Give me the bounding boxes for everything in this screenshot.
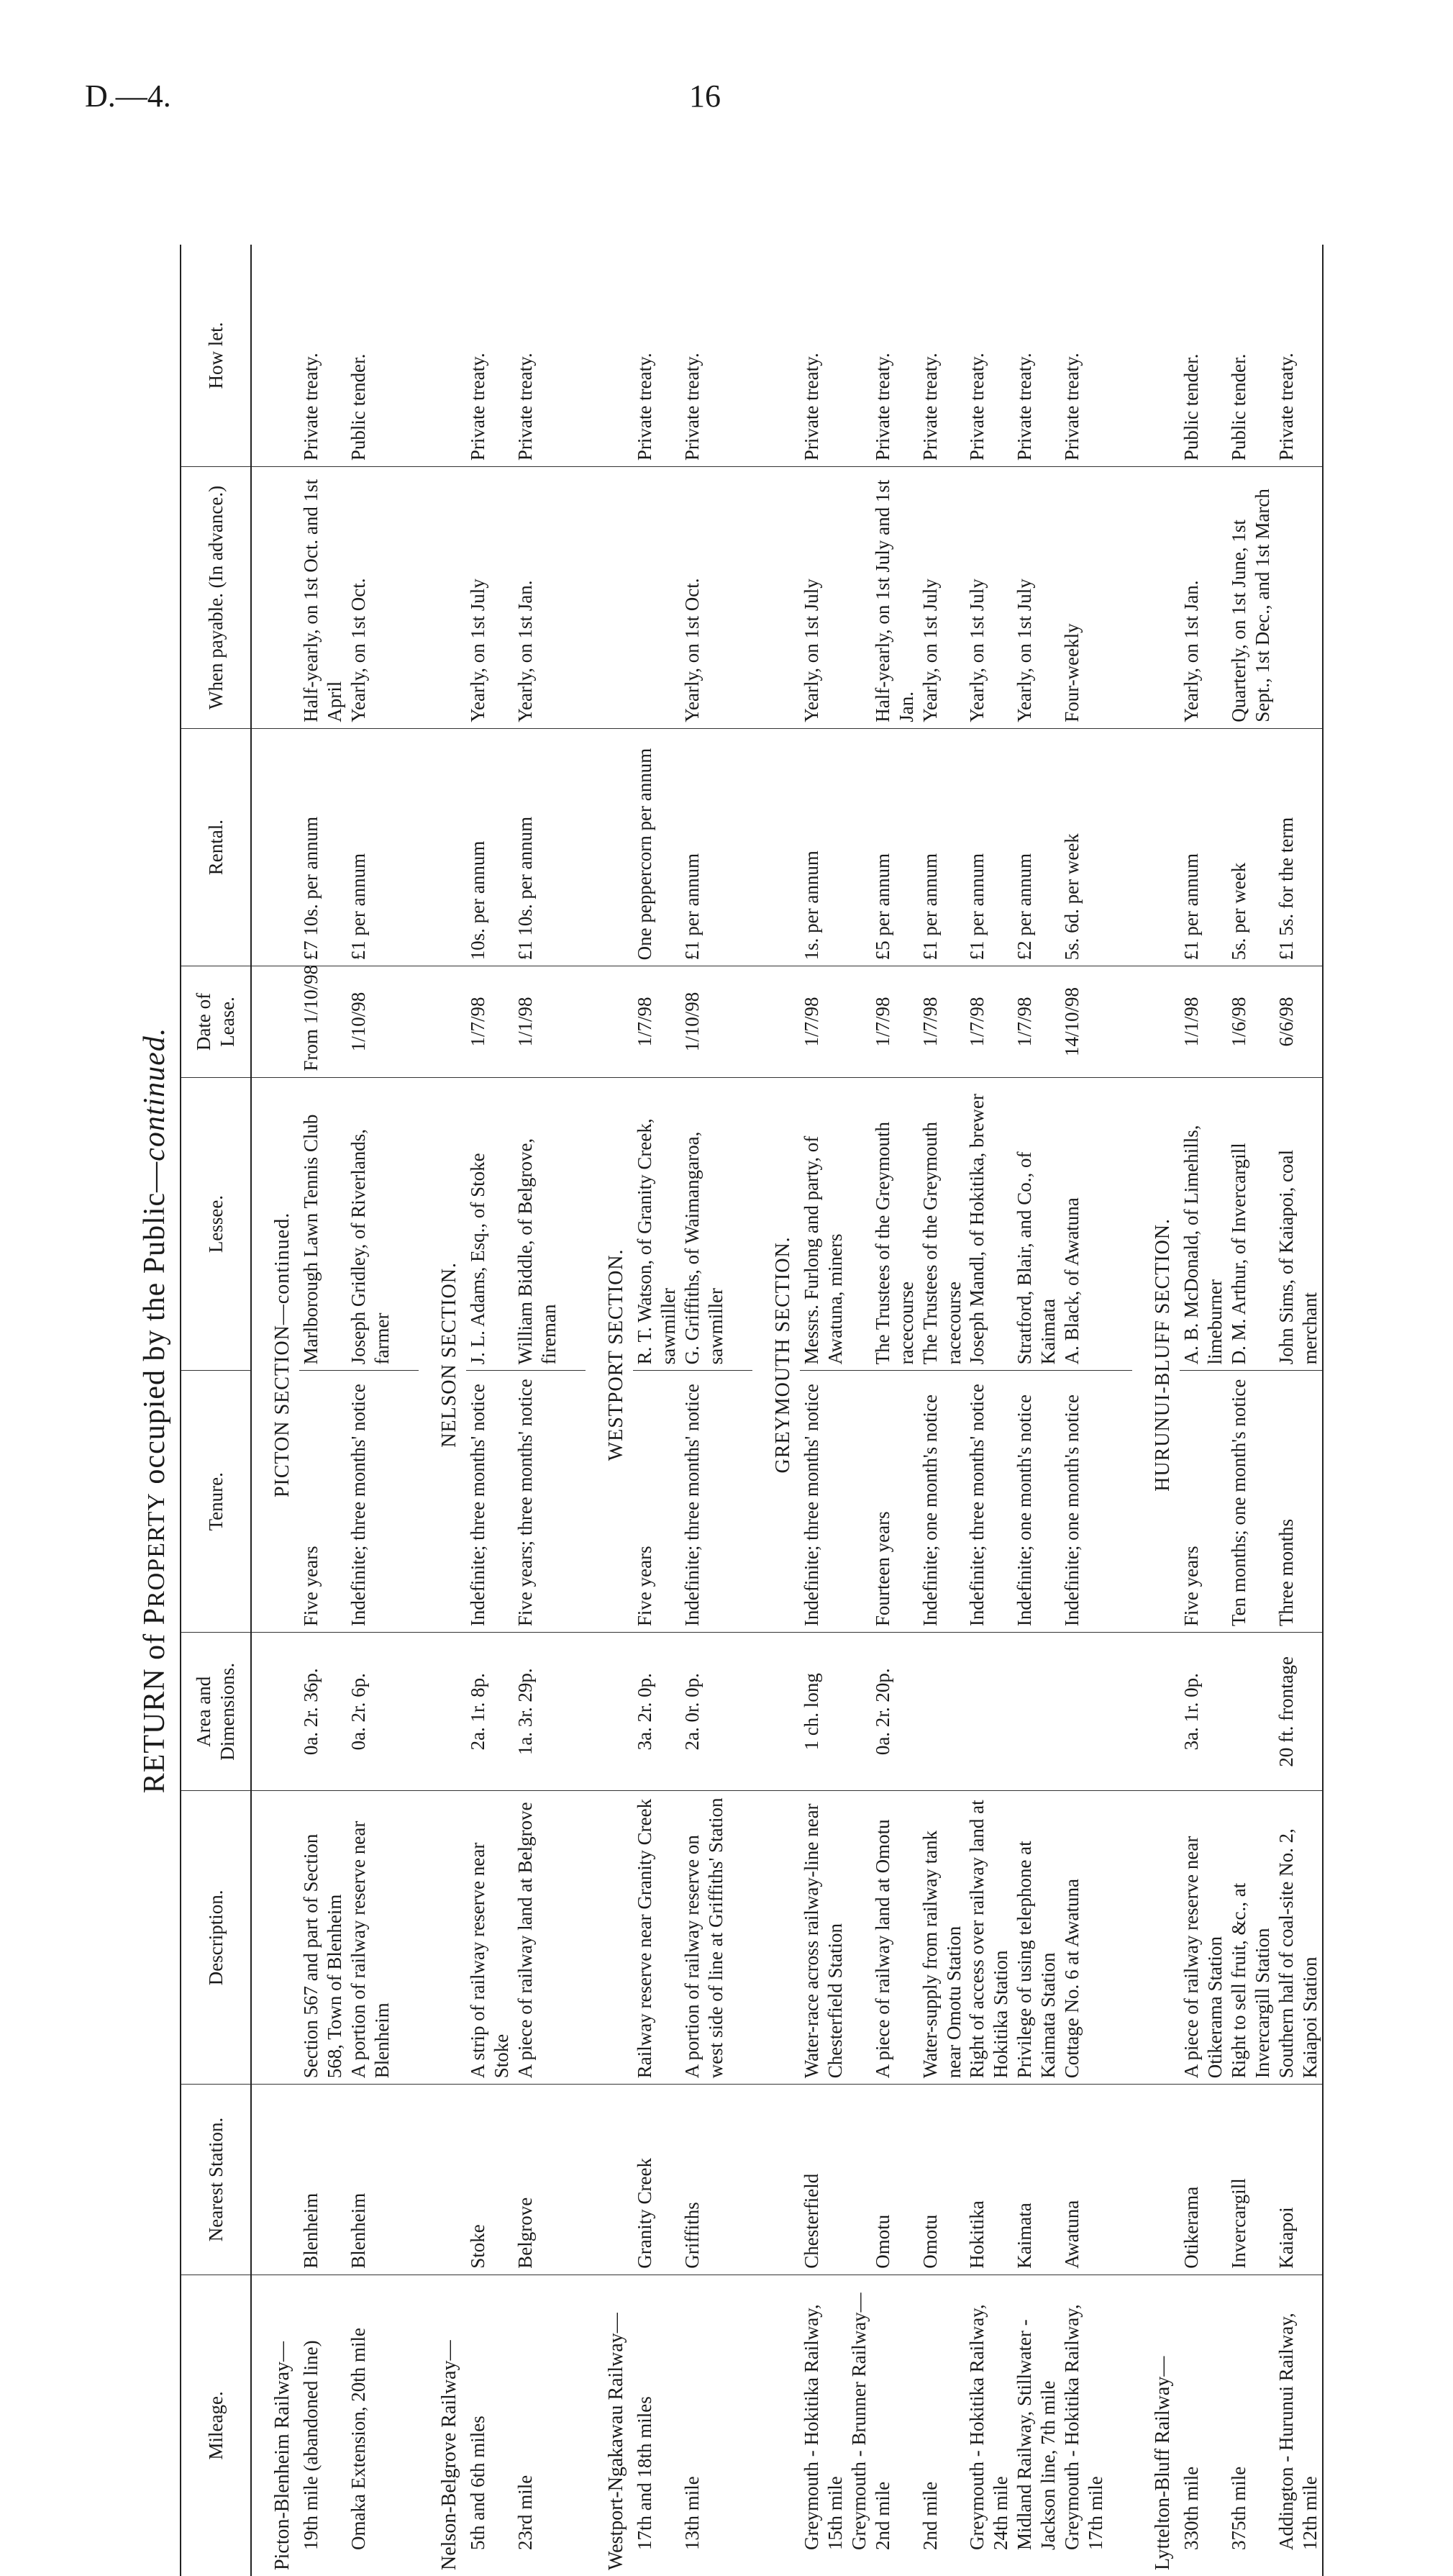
lessee-cell: The Trustees of the Greymouth racecourse xyxy=(871,1077,919,1371)
table-row xyxy=(847,245,871,2576)
station-cell: Belgrove xyxy=(514,2085,561,2275)
document-id: D.—4. xyxy=(85,78,171,114)
tenure-cell: Indefinite; three months' notice xyxy=(680,1371,728,1633)
how-let-cell: Public tender. xyxy=(1180,245,1227,467)
description-cell: A portion of railway reserve on west side of line at Griffiths' Station xyxy=(680,1791,728,2085)
column-header: Tenure. xyxy=(181,1371,251,1633)
station-cell: Kaimata xyxy=(1013,2085,1060,2275)
page-number: 16 xyxy=(689,78,721,114)
area-cell xyxy=(965,1633,1013,1791)
spacer-row xyxy=(394,245,419,2576)
tenure-cell: Five years xyxy=(299,1371,347,1633)
column-header: Nearest Station. xyxy=(181,2085,251,2275)
payable-cell: Half-yearly, on 1st July and 1st Jan. xyxy=(871,467,919,729)
rental-cell: One peppercorn per annum xyxy=(633,728,680,966)
lessee-cell: R. T. Watson, of Granity Creek, sawmiller xyxy=(633,1077,680,1371)
description-cell: A portion of railway reserve near Blenheim xyxy=(347,1791,394,2085)
section-heading: NELSON SECTION. xyxy=(419,1077,466,1632)
area-cell xyxy=(1013,1633,1060,1791)
area-cell: 20 ft. frontage xyxy=(1275,1633,1323,1791)
rental-cell: 10s. per annum xyxy=(466,728,514,966)
lessee-cell: J. L. Adams, Esq., of Stoke xyxy=(466,1077,514,1371)
rental-cell: 5s. per week xyxy=(1227,728,1275,966)
table-row xyxy=(1013,245,1060,2576)
lessee-cell: Stratford, Blair, and Co., of Kaimata xyxy=(1013,1077,1060,1371)
area-cell xyxy=(919,1633,966,1791)
railway-name: Lyttelton-Bluff Railway— xyxy=(1152,2356,1175,2570)
rental-cell: £2 per annum xyxy=(1013,728,1060,966)
station-cell: Omotu xyxy=(919,2085,966,2275)
section-row xyxy=(419,245,466,2576)
description-cell: A piece of railway land at Belgrove xyxy=(514,1791,561,2085)
lessee-cell: William Biddle, of Belgrove, fireman xyxy=(514,1077,561,1371)
table-row xyxy=(871,245,919,2576)
lessee-cell: G. Griffiths, of Waimangaroa, sawmiller xyxy=(680,1077,728,1371)
description-cell: Right to sell fruit, &c., at Invercargill Station xyxy=(1227,1791,1275,2085)
how-let-cell: Private treaty. xyxy=(1060,245,1108,467)
station-cell xyxy=(847,2085,871,2275)
lessee-cell: D. M. Arthur, of Invercargill xyxy=(1227,1077,1275,1371)
rental-cell: £1 per annum xyxy=(965,728,1013,966)
rental-cell: £1 per annum xyxy=(919,728,966,966)
tenure-cell: Five years xyxy=(1180,1371,1227,1633)
mileage-cell: Greymouth - Hokitika Railway, 24th mile xyxy=(966,2304,1012,2550)
how-let-cell: Private treaty. xyxy=(514,245,561,467)
description-cell: Cottage No. 6 at Awatuna xyxy=(1060,1791,1108,2085)
area-cell: 1a. 3r. 29p. xyxy=(514,1633,561,1791)
table-row xyxy=(919,245,966,2576)
tenure-cell: Fourteen years xyxy=(871,1371,919,1633)
column-header: How let. xyxy=(181,245,251,467)
mileage-cell: Greymouth - Hokitika Railway, 15th mile xyxy=(800,2304,846,2550)
date-cell: 1/7/98 xyxy=(633,966,680,1077)
how-let-cell xyxy=(847,245,871,467)
date-cell: 1/1/98 xyxy=(1180,966,1227,1077)
payable-cell: Yearly, on 1st July xyxy=(466,467,514,729)
lessee-cell: The Trustees of the Greymouth racecourse xyxy=(919,1077,966,1371)
area-cell: 3a. 1r. 0p. xyxy=(1180,1633,1227,1791)
station-cell: Griffiths xyxy=(680,2085,728,2275)
lessee-cell: Joseph Mandl, of Hokitika, brewer xyxy=(965,1077,1013,1371)
mileage-cell: 17th and 18th miles xyxy=(633,2396,655,2550)
lessee-cell: A. Black, of Awatuna xyxy=(1060,1077,1108,1371)
lessee-cell xyxy=(847,1077,871,1371)
description-cell: Right of access over railway land at Hokitika Station xyxy=(965,1791,1013,2085)
rental-cell: £1 5s. for the term xyxy=(1275,728,1323,966)
section-row xyxy=(251,245,299,2576)
lessee-cell: John Sims, of Kaiapoi, coal merchant xyxy=(1275,1077,1323,1371)
station-cell: Blenheim xyxy=(299,2085,347,2275)
how-let-cell: Private treaty. xyxy=(800,245,847,467)
date-cell xyxy=(847,966,871,1077)
column-header: Description. xyxy=(181,1791,251,2085)
date-cell: From 1/10/98 xyxy=(299,966,347,1077)
payable-cell: Yearly, on 1st Oct. xyxy=(347,467,394,729)
date-cell: 1/10/98 xyxy=(680,966,728,1077)
table-row xyxy=(299,245,347,2576)
tenure-cell: Indefinite; one month's notice xyxy=(919,1371,966,1633)
column-header: Mileage. xyxy=(181,2275,251,2576)
railway-name xyxy=(752,2275,800,2576)
railway-name: Nelson-Belgrove Railway— xyxy=(437,2340,460,2570)
section-row xyxy=(586,245,633,2576)
how-let-cell: Private treaty. xyxy=(1013,245,1060,467)
area-cell: 0a. 2r. 36p. xyxy=(299,1633,347,1791)
table-row xyxy=(466,245,514,2576)
payable-cell: Half-yearly, on 1st Oct. and 1st April xyxy=(299,467,347,729)
table-row xyxy=(680,245,728,2576)
payable-cell: Four-weekly xyxy=(1060,467,1108,729)
table-row xyxy=(514,245,561,2576)
lessee-cell: Messrs. Furlong and party, of Awatuna, miners xyxy=(800,1077,847,1371)
station-cell: Chesterfield xyxy=(800,2085,847,2275)
rental-cell: £5 per annum xyxy=(871,728,919,966)
railway-name: Picton-Blenheim Railway— xyxy=(271,2341,293,2570)
payable-cell: Yearly, on 1st July xyxy=(965,467,1013,729)
tenure-cell: Indefinite; three months' notice xyxy=(965,1371,1013,1633)
date-cell: 1/7/98 xyxy=(800,966,847,1077)
spacer-row xyxy=(1108,245,1132,2576)
rental-cell: 1s. per annum xyxy=(800,728,847,966)
mileage-cell: 23rd mile xyxy=(514,2475,536,2550)
column-header: Rental. xyxy=(181,728,251,966)
title-prefix: RETURN of xyxy=(138,1633,171,1794)
date-cell: 14/10/98 xyxy=(1060,966,1108,1077)
tenure-cell: Ten months; one month's notice xyxy=(1227,1371,1275,1633)
station-cell: Hokitika xyxy=(965,2085,1013,2275)
mileage-cell: Midland Railway, Stillwater - Jackson line, 7th mile xyxy=(1014,2319,1060,2550)
section-row xyxy=(1132,245,1180,2576)
mileage-cell: 330th mile xyxy=(1180,2466,1203,2550)
station-cell: Blenheim xyxy=(347,2085,394,2275)
lessee-cell: Joseph Gridley, of Riverlands, farmer xyxy=(347,1077,394,1371)
tenure-cell: Indefinite; three months' notice xyxy=(466,1371,514,1633)
mileage-cell: 2nd mile xyxy=(871,2481,893,2550)
mileage-cell: 2nd mile xyxy=(919,2481,941,2550)
description-cell: Privilege of using telephone at Kaimata Station xyxy=(1013,1791,1060,2085)
header-row xyxy=(181,245,251,2576)
column-header: Area and Dimensions. xyxy=(181,1633,251,1791)
date-cell: 1/6/98 xyxy=(1227,966,1275,1077)
payable-cell: Yearly, on 1st July xyxy=(919,467,966,729)
section-heading: WESTPORT SECTION. xyxy=(586,1077,633,1632)
rental-cell: £1 10s. per annum xyxy=(514,728,561,966)
date-cell: 1/7/98 xyxy=(1013,966,1060,1077)
rental-cell: £1 per annum xyxy=(680,728,728,966)
payable-cell: Yearly, on 1st Jan. xyxy=(514,467,561,729)
area-cell: 2a. 1r. 8p. xyxy=(466,1633,514,1791)
area-cell: 3a. 2r. 0p. xyxy=(633,1633,680,1791)
description-cell: Water-race across railway-line near Chesterfield Station xyxy=(800,1791,847,2085)
rotated-table-page xyxy=(129,245,1321,2576)
table-row xyxy=(800,245,847,2576)
date-cell: 1/7/98 xyxy=(919,966,966,1077)
how-let-cell: Private treaty. xyxy=(919,245,966,467)
date-cell: 1/7/98 xyxy=(466,966,514,1077)
date-cell: 1/1/98 xyxy=(514,966,561,1077)
description-cell: A piece of railway reserve near Otikerama Station xyxy=(1180,1791,1227,2085)
rental-cell xyxy=(847,728,871,966)
table-row xyxy=(965,245,1013,2576)
table-row xyxy=(1060,245,1108,2576)
tenure-cell: Five years xyxy=(633,1371,680,1633)
area-cell: 2a. 0r. 0p. xyxy=(680,1633,728,1791)
tenure-cell: Indefinite; one month's notice xyxy=(1060,1371,1108,1633)
payable-cell: Yearly, on 1st Oct. xyxy=(680,467,728,729)
how-let-cell: Private treaty. xyxy=(299,245,347,467)
title-p-initial: P xyxy=(138,1607,171,1625)
spacer-row xyxy=(561,245,586,2576)
how-let-cell: Private treaty. xyxy=(466,245,514,467)
tenure-cell: Indefinite; three months' notice xyxy=(800,1371,847,1633)
tenure-cell: Five years; three months' notice xyxy=(514,1371,561,1633)
tenure-cell: Three months xyxy=(1275,1371,1323,1633)
station-cell: Omotu xyxy=(871,2085,919,2275)
mileage-cell: 19th mile (abandoned line) xyxy=(300,2340,322,2550)
table-row xyxy=(633,245,680,2576)
table-row xyxy=(1275,245,1323,2576)
area-cell: 1 ch. long xyxy=(800,1633,847,1791)
table-row xyxy=(347,245,394,2576)
description-cell xyxy=(847,1791,871,2085)
description-cell: Section 567 and part of Section 568, Town of Blenheim xyxy=(299,1791,347,2085)
how-let-cell: Public tender. xyxy=(1227,245,1275,467)
payable-cell xyxy=(633,467,680,729)
how-let-cell: Private treaty. xyxy=(871,245,919,467)
payable-cell xyxy=(847,467,871,729)
station-cell: Kaiapoi xyxy=(1275,2085,1323,2275)
station-cell: Awatuna xyxy=(1060,2085,1108,2275)
section-heading: HURUNUI-BLUFF SECTION. xyxy=(1132,1077,1180,1632)
description-cell: A strip of railway reserve near Stoke xyxy=(466,1791,514,2085)
payable-cell: Quarterly, on 1st June, 1st Sept., 1st Dec., and 1st March xyxy=(1227,467,1275,729)
how-let-cell: Private treaty. xyxy=(680,245,728,467)
mileage-cell: Omaka Extension, 20th mile xyxy=(347,2328,370,2550)
area-cell xyxy=(847,1633,871,1791)
mileage-cell: 375th mile xyxy=(1228,2466,1250,2550)
station-cell: Granity Creek xyxy=(633,2085,680,2275)
column-header: Date of Lease. xyxy=(181,966,251,1077)
tenure-cell: Indefinite; one month's notice xyxy=(1013,1371,1060,1633)
payable-cell xyxy=(1275,467,1323,729)
station-cell: Stoke xyxy=(466,2085,514,2275)
how-let-cell: Private treaty. xyxy=(965,245,1013,467)
tenure-cell xyxy=(847,1371,871,1633)
area-cell xyxy=(1060,1633,1108,1791)
table-title xyxy=(129,245,180,2576)
title-continued: continued. xyxy=(138,1027,171,1161)
payable-cell: Yearly, on 1st Jan. xyxy=(1180,467,1227,729)
lessee-cell: A. B. McDonald, of Limehills, limeburner xyxy=(1180,1077,1227,1371)
rental-cell: £7 10s. per annum xyxy=(299,728,347,966)
how-let-cell: Private treaty. xyxy=(1275,245,1323,467)
lessee-cell: Marlborough Lawn Tennis Club xyxy=(299,1077,347,1371)
mileage-cell: Greymouth - Brunner Railway— xyxy=(847,2292,870,2550)
station-cell: Invercargill xyxy=(1227,2085,1275,2275)
table-body xyxy=(251,245,1323,2576)
payable-cell: Yearly, on 1st July xyxy=(800,467,847,729)
payable-cell: Yearly, on 1st July xyxy=(1013,467,1060,729)
area-cell: 0a. 2r. 6p. xyxy=(347,1633,394,1791)
date-cell: 1/10/98 xyxy=(347,966,394,1077)
table-row xyxy=(1227,245,1275,2576)
description-cell: Water-supply from railway tank near Omotu Station xyxy=(919,1791,966,2085)
how-let-cell: Private treaty. xyxy=(633,245,680,467)
spacer-row xyxy=(728,245,752,2576)
railway-name: Westport-Ngakawau Railway— xyxy=(604,2313,627,2570)
description-cell: Southern half of coal-site No. 2, Kaiapoi Station xyxy=(1275,1791,1323,2085)
mileage-cell: Addington - Hurunui Railway, 12th mile xyxy=(1275,2275,1323,2576)
title-middle: occupied by the Public— xyxy=(138,1161,171,1484)
section-row xyxy=(752,245,800,2576)
date-cell: 1/7/98 xyxy=(965,966,1013,1077)
rental-cell: £1 per annum xyxy=(1180,728,1227,966)
column-header: When payable. (In advance.) xyxy=(181,467,251,729)
column-header: Lessee. xyxy=(181,1077,251,1371)
area-cell: 0a. 2r. 20p. xyxy=(871,1633,919,1791)
property-table xyxy=(180,245,1324,2576)
station-cell: Otikerama xyxy=(1180,2085,1227,2275)
section-heading: PICTON SECTION—continued. xyxy=(251,1077,299,1632)
table-row xyxy=(1180,245,1227,2576)
date-cell: 6/6/98 xyxy=(1275,966,1323,1077)
title-p-rest: ROPERTY xyxy=(143,1492,170,1607)
description-cell: Railway reserve near Granity Creek xyxy=(633,1791,680,2085)
rental-cell: 5s. 6d. per week xyxy=(1060,728,1108,966)
mileage-cell: 13th mile xyxy=(680,2476,703,2550)
date-cell: 1/7/98 xyxy=(871,966,919,1077)
rental-cell: £1 per annum xyxy=(347,728,394,966)
area-cell xyxy=(1227,1633,1275,1791)
section-heading: GREYMOUTH SECTION. xyxy=(752,1077,800,1632)
mileage-cell: Greymouth - Hokitika Railway, 17th mile xyxy=(1061,2304,1107,2550)
how-let-cell: Public tender. xyxy=(347,245,394,467)
tenure-cell: Indefinite; three months' notice xyxy=(347,1371,394,1633)
description-cell: A piece of railway land at Omotu xyxy=(871,1791,919,2085)
mileage-cell: 5th and 6th miles xyxy=(467,2416,489,2550)
